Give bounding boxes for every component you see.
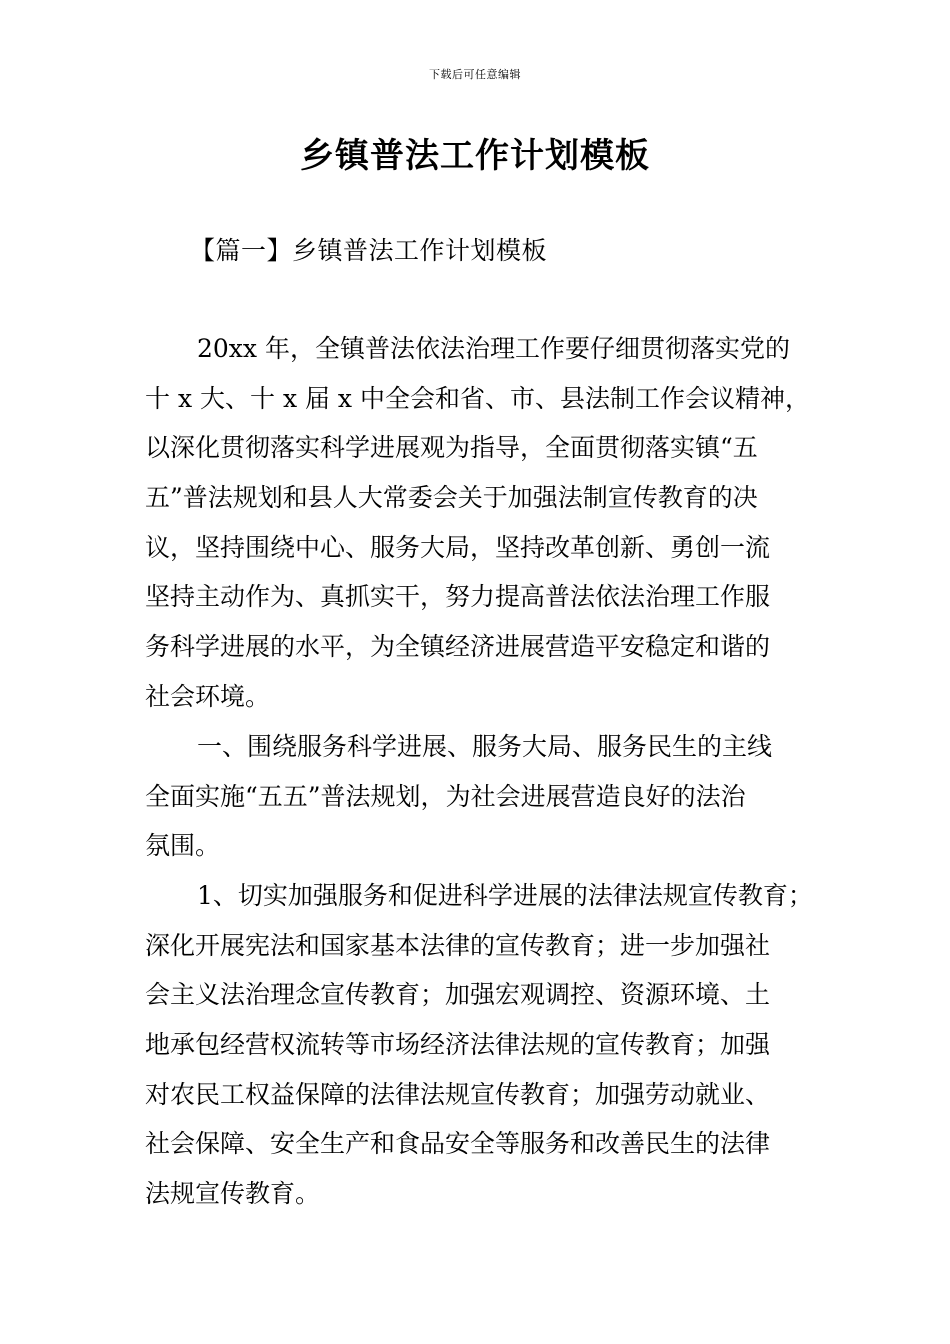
header-note: 下载后可任意编辑 [429, 68, 521, 81]
paragraph-line: 坚持主动作为、真抓实干，努力提高普法依法治理工作服 [145, 582, 771, 612]
paragraph-line: 十 x 大、十 x 届 x 中全会和省、市、县法制工作会议精神， [145, 383, 810, 413]
paragraph-line: 社会环境。 [145, 681, 271, 711]
paragraph-line: 深化开展宪法和国家基本法律的宣传教育；进一步加强社 [145, 930, 771, 960]
paragraph-line: 会主义法治理念宣传教育；加强宏观调控、资源环境、土 [145, 980, 771, 1010]
paragraph-line: 1、切实加强服务和促进科学进展的法律法规宣传教育； [197, 881, 813, 910]
paragraph-line: 务科学进展的水平，为全镇经济进展营造平安稳定和谐的 [145, 632, 771, 662]
paragraph-line: 氛围。 [145, 831, 221, 861]
paragraph-line: 对农民工权益保障的法律法规宣传教育；加强劳动就业、 [145, 1079, 771, 1109]
paragraph-2 [145, 722, 825, 871]
paragraph-line: 法规宣传教育。 [145, 1179, 321, 1209]
section-heading: 【篇一】乡镇普法工作计划模板 [190, 236, 548, 265]
paragraph-line: 全面实施“五五”普法规划，为社会进展营造良好的法治 [145, 781, 746, 811]
document-title: 乡镇普法工作计划模板 [300, 136, 650, 176]
paragraph-1 [145, 324, 825, 722]
paragraph-line: 地承包经营权流转等市场经济法律法规的宣传教育；加强 [145, 1030, 771, 1060]
paragraph-3 [145, 871, 825, 1219]
paragraph-line: 五”普法规划和县人大常委会关于加强法制宣传教育的决 [145, 483, 758, 513]
paragraph-line: 20xx 年，全镇普法依法治理工作要仔细贯彻落实党的 [197, 334, 790, 363]
paragraph-line: 以深化贯彻落实科学进展观为指导，全面贯彻落实镇“五 [145, 433, 758, 463]
paragraph-line: 议，坚持围绕中心、服务大局，坚持改革创新、勇创一流 [145, 532, 771, 562]
paragraph-line: 社会保障、安全生产和食品安全等服务和改善民生的法律 [145, 1129, 771, 1159]
paragraph-line: 一、围绕服务科学进展、服务大局、服务民生的主线 [197, 732, 773, 761]
